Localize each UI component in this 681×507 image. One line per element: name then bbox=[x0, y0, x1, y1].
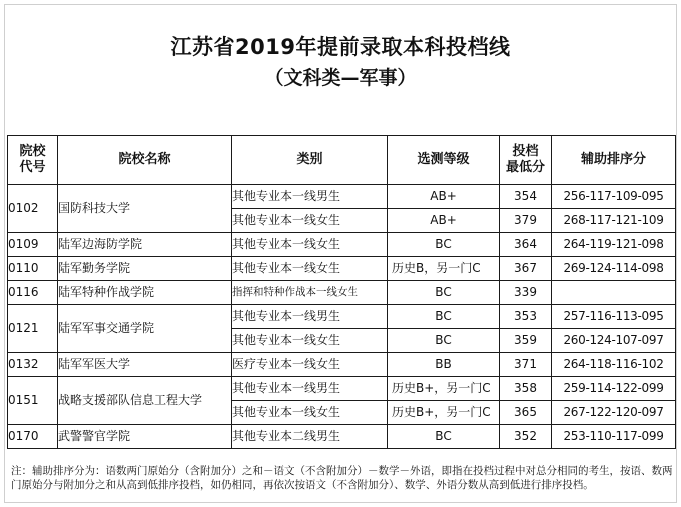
aux-score-cell: 259-114-122-099 bbox=[552, 377, 676, 401]
header-name: 院校名称 bbox=[58, 136, 232, 185]
school-name: 陆军勤务学院 bbox=[58, 257, 232, 281]
grade-cell: BC bbox=[388, 305, 500, 329]
grade-cell: BC bbox=[388, 233, 500, 257]
score-cell: 371 bbox=[500, 353, 552, 377]
school-name: 陆军边海防学院 bbox=[58, 233, 232, 257]
category-cell: 其他专业本一线男生 bbox=[232, 185, 388, 209]
table-row bbox=[8, 257, 676, 281]
grade-cell: BC bbox=[388, 425, 500, 449]
grade-cell: AB+ bbox=[388, 209, 500, 233]
aux-score-cell: 268-117-121-109 bbox=[552, 209, 676, 233]
category-cell: 医疗专业本一线女生 bbox=[232, 353, 388, 377]
score-cell: 364 bbox=[500, 233, 552, 257]
aux-score-cell: 264-119-121-098 bbox=[552, 233, 676, 257]
grade-cell: BC bbox=[388, 329, 500, 353]
header-category: 类别 bbox=[232, 136, 388, 185]
aux-score-cell bbox=[552, 281, 676, 305]
school-name: 战略支援部队信息工程大学 bbox=[58, 377, 232, 425]
grade-cell: AB+ bbox=[388, 185, 500, 209]
aux-score-cell: 253-110-117-099 bbox=[552, 425, 676, 449]
school-name: 陆军军事交通学院 bbox=[58, 305, 232, 353]
school-code: 0151 bbox=[8, 377, 58, 425]
aux-score-cell: 269-124-114-098 bbox=[552, 257, 676, 281]
title-block bbox=[5, 33, 676, 93]
header-aux: 辅助排序分 bbox=[552, 136, 676, 185]
category-cell: 其他专业本一线女生 bbox=[232, 329, 388, 353]
school-code: 0102 bbox=[8, 185, 58, 233]
school-name: 国防科技大学 bbox=[58, 185, 232, 233]
table-row bbox=[8, 377, 676, 401]
header-score bbox=[500, 136, 552, 185]
score-cell: 353 bbox=[500, 305, 552, 329]
header-code-line1: 院校 bbox=[19, 144, 46, 159]
table-row bbox=[8, 305, 676, 329]
school-code: 0110 bbox=[8, 257, 58, 281]
school-code: 0121 bbox=[8, 305, 58, 353]
table-row bbox=[8, 185, 676, 209]
score-cell: 339 bbox=[500, 281, 552, 305]
score-cell: 358 bbox=[500, 377, 552, 401]
school-code: 0170 bbox=[8, 425, 58, 449]
aux-score-cell: 257-116-113-095 bbox=[552, 305, 676, 329]
document-sheet bbox=[4, 4, 677, 503]
category-cell: 其他专业本一线女生 bbox=[232, 233, 388, 257]
header-score-line2: 最低分 bbox=[505, 160, 545, 175]
category-cell: 其他专业本一线男生 bbox=[232, 305, 388, 329]
school-code: 0109 bbox=[8, 233, 58, 257]
grade-cell: BC bbox=[388, 281, 500, 305]
page-title: 江苏省2019年提前录取本科投档线 bbox=[170, 35, 511, 59]
table-header-row bbox=[8, 136, 676, 185]
header-grade: 选测等级 bbox=[388, 136, 500, 185]
score-cell: 359 bbox=[500, 329, 552, 353]
score-cell: 367 bbox=[500, 257, 552, 281]
page-subtitle: （文科类—军事） bbox=[264, 67, 417, 89]
aux-score-cell: 256-117-109-095 bbox=[552, 185, 676, 209]
grade-cell: 历史B+，另一门C bbox=[388, 401, 500, 425]
category-cell: 其他专业本一线女生 bbox=[232, 257, 388, 281]
footnote: 注：辅助排序分为：语数两门原始分（含附加分）之和－语文（不含附加分）－数学－外语，即指在投档过程中对总分相同的考生，按语、数两门原始分与附加分之和从高到低排序投档，如仍相同，再依次按语文（不含附加分）、数学、外语分数从高到低进行排序投档。 bbox=[11, 465, 673, 491]
header-code bbox=[8, 136, 58, 185]
grade-cell: BB bbox=[388, 353, 500, 377]
admission-score-table bbox=[7, 135, 676, 449]
score-cell: 354 bbox=[500, 185, 552, 209]
header-score-line1: 投档 bbox=[512, 144, 539, 159]
table-row bbox=[8, 353, 676, 377]
school-name: 武警警官学院 bbox=[58, 425, 232, 449]
grade-cell: 历史B+，另一门C bbox=[388, 377, 500, 401]
header-code-line2: 代号 bbox=[19, 160, 46, 175]
category-cell: 其他专业本一线女生 bbox=[232, 209, 388, 233]
school-code: 0116 bbox=[8, 281, 58, 305]
table-row bbox=[8, 281, 676, 305]
table-row bbox=[8, 425, 676, 449]
score-cell: 352 bbox=[500, 425, 552, 449]
category-cell: 其他专业本一线女生 bbox=[232, 401, 388, 425]
category-cell: 其他专业本一线男生 bbox=[232, 377, 388, 401]
school-name: 陆军特种作战学院 bbox=[58, 281, 232, 305]
school-code: 0132 bbox=[8, 353, 58, 377]
aux-score-cell: 260-124-107-097 bbox=[552, 329, 676, 353]
aux-score-cell: 264-118-116-102 bbox=[552, 353, 676, 377]
grade-cell: 历史B，另一门C bbox=[388, 257, 500, 281]
table-row bbox=[8, 233, 676, 257]
score-cell: 379 bbox=[500, 209, 552, 233]
aux-score-cell: 267-122-120-097 bbox=[552, 401, 676, 425]
category-cell: 其他专业本二线男生 bbox=[232, 425, 388, 449]
category-cell: 指挥和特种作战本一线女生 bbox=[232, 281, 388, 305]
score-cell: 365 bbox=[500, 401, 552, 425]
school-name: 陆军军医大学 bbox=[58, 353, 232, 377]
